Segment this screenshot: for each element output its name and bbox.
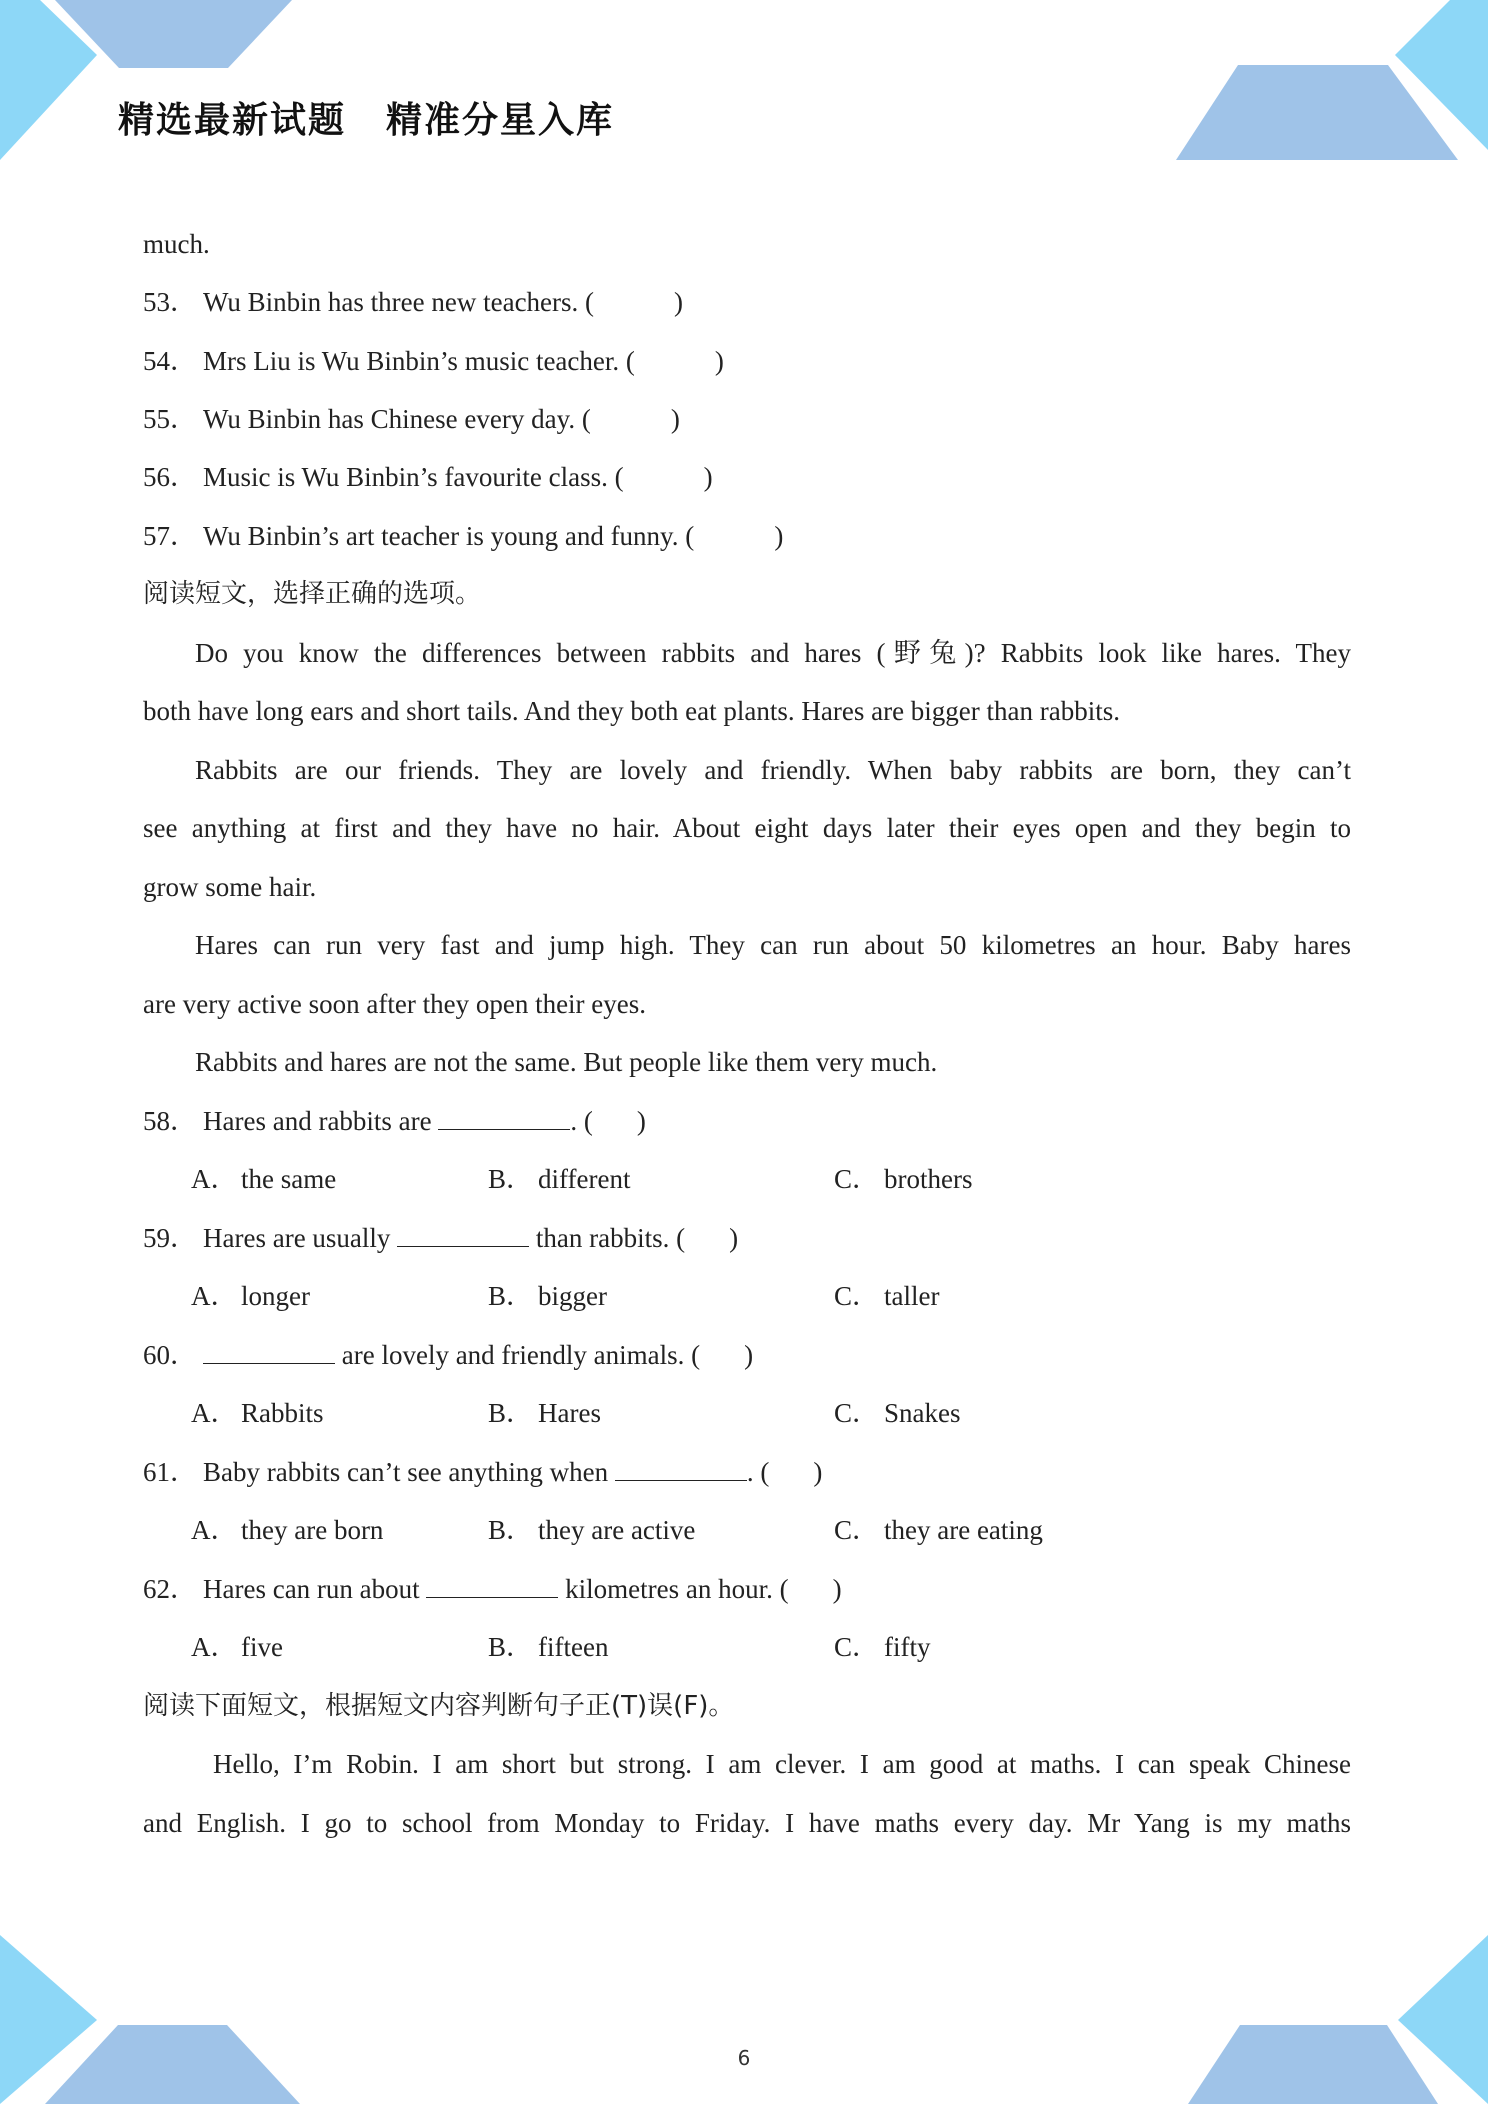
option-c: C． taller <box>834 1281 940 1311</box>
question-57: 57． Wu Binbin’s art teacher is young and funny. ( ) <box>143 521 784 551</box>
option-b: B． different <box>488 1164 631 1194</box>
answer-blank <box>615 1456 747 1481</box>
option-a: A． five <box>191 1632 283 1662</box>
option-c: C． fifty <box>834 1632 931 1662</box>
option-a: A． they are born <box>191 1515 384 1545</box>
passage-para3-line2: are very active soon after they open their eyes. <box>143 989 647 1019</box>
answer-blank <box>438 1105 570 1130</box>
passage-para2-line3: grow some hair. <box>143 872 317 902</box>
question-59: 59． Hares are usually than rabbits. ( ) <box>143 1223 739 1253</box>
page-number: 6 <box>737 2046 751 2070</box>
option-b: B． bigger <box>488 1281 607 1311</box>
deco-top-right-triangle <box>1395 0 1488 150</box>
section2-instruction: 阅读短文，选择正确的选项。 <box>143 579 482 609</box>
deco-top-left-triangle <box>0 0 97 160</box>
passage-para1-line2: both have long ears and short tails. And they both eat plants. Hares are bigger than rabbits. <box>143 696 1120 726</box>
question-62: 62． Hares can run about kilometres an hour. ( ) <box>143 1574 842 1604</box>
question-58: 58． Hares and rabbits are . ( ) <box>143 1106 646 1136</box>
passage-para3-line1: Hares can run very fast and jump high. They can run about 50 kilometres an hour. Baby hares <box>195 930 1351 960</box>
header-title-right: 精准分星入库 <box>386 100 615 141</box>
passage3-line2: and English. I go to school from Monday to Friday. I have maths every day. Mr Yang is my maths <box>143 1808 1351 1838</box>
option-b: B． they are active <box>488 1515 696 1545</box>
passage-para4-line1: Rabbits and hares are not the same. But people like them very much. <box>195 1047 938 1077</box>
option-a: A． Rabbits <box>191 1398 324 1428</box>
deco-bottom-right-triangle <box>1398 1935 1488 2104</box>
question-60: 60． are lovely and friendly animals. ( ) <box>143 1340 754 1370</box>
continued-text: much. <box>143 229 210 259</box>
option-a: A． longer <box>191 1281 310 1311</box>
page-header-title <box>118 92 614 143</box>
option-c: C． they are eating <box>834 1515 1043 1545</box>
passage-para2-line2: see anything at first and they have no hair. About eight days later their eyes open and they begin to <box>143 813 1351 843</box>
passage-para2-line1: Rabbits are our friends. They are lovely and friendly. When baby rabbits are born, they can’t <box>195 755 1351 785</box>
answer-blank <box>397 1222 529 1247</box>
answer-blank <box>426 1573 558 1598</box>
question-54: 54． Mrs Liu is Wu Binbin’s music teacher. ( ) <box>143 346 724 376</box>
option-c: C． Snakes <box>834 1398 961 1428</box>
deco-top-right-trapezoid <box>1176 65 1458 160</box>
deco-top-left-trapezoid <box>55 0 292 68</box>
question-61: 61． Baby rabbits can’t see anything when . ( ) <box>143 1457 823 1487</box>
question-55: 55． Wu Binbin has Chinese every day. ( ) <box>143 404 680 434</box>
option-a: A． the same <box>191 1164 337 1194</box>
passage3-line1: Hello, I’m Robin. I am short but strong. I am clever. I am good at maths. I can speak Chinese <box>213 1749 1351 1779</box>
header-title-left: 精选最新试题 <box>118 100 347 141</box>
question-56: 56． Music is Wu Binbin’s favourite class. ( ) <box>143 462 713 492</box>
option-b: B． fifteen <box>488 1632 609 1662</box>
answer-blank <box>203 1339 335 1364</box>
question-53: 53． Wu Binbin has three new teachers. ( ) <box>143 287 684 317</box>
deco-bottom-left-triangle <box>0 1935 97 2104</box>
option-b: B． Hares <box>488 1398 601 1428</box>
section3-instruction: 阅读下面短文，根据短文内容判断句子正(T)误(F)。 <box>143 1691 735 1721</box>
option-c: C． brothers <box>834 1164 973 1194</box>
passage-para1-line1: Do you know the differences between rabbits and hares (野兔)? Rabbits look like hares. They <box>195 638 1351 668</box>
